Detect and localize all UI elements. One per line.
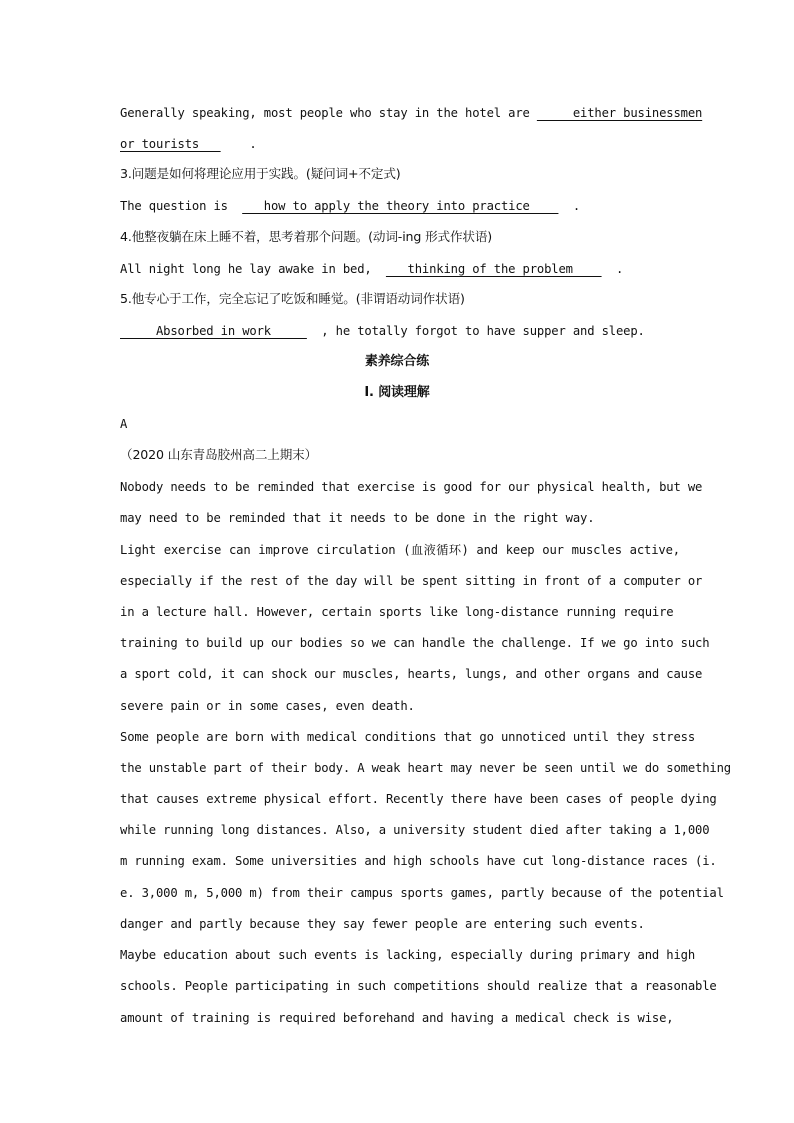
passage-line: the unstable part of their body. A weak heart may never be seen until we do something: [120, 761, 731, 775]
passage-line: that causes extreme physical effort. Recently there have been cases of people dying: [120, 792, 717, 806]
answer-5-blank: Absorbed in work: [120, 324, 307, 338]
answer-3-line: [120, 198, 680, 214]
passage-line: Light exercise can improve circulation (血液循环) and keep our muscles active,: [120, 543, 680, 557]
answer-2-blank-a: either businessmen: [536, 106, 703, 120]
passage-line: amount of training is required beforehand and having a medical check is wise,: [120, 1011, 674, 1025]
passage-line: e. 3,000 m, 5,000 m) from their campus sports games, partly because of the potential: [120, 886, 724, 900]
question-4-chinese: 4.他整夜躺在床上睡不着，思考着那个问题。(动词-ing 形式作状语): [120, 229, 493, 244]
answer-4-end: .: [601, 262, 624, 276]
passage-source: （2020 山东青岛胶州高二上期末）: [120, 447, 318, 462]
passage-line: schools. People participating in such competitions should realize that a reasonable: [120, 979, 717, 993]
passage-line: severe pain or in some cases, even death.: [120, 699, 415, 713]
answer-4-line: [120, 261, 680, 277]
answer-5-rest: , he totally forgot to have supper and sleep.: [306, 324, 645, 338]
answer-3-end: .: [558, 199, 580, 213]
answer-5-line: [120, 323, 680, 339]
answer-4-blank: thinking of the problem: [385, 262, 602, 276]
passage-line: especially if the rest of the day will be spent sitting in front of a computer or: [120, 574, 703, 588]
answer-2-line-2: [120, 136, 680, 152]
section-title: 素养综合练: [364, 354, 430, 369]
passage-line: while running long distances. Also, a university student died after taking a 1,000: [120, 823, 710, 837]
answer-3-blank: how to apply the theory into practice: [242, 199, 559, 213]
passage-line: training to build up our bodies so we can handle the challenge. If we go into such: [120, 636, 710, 650]
passage-label: A: [120, 417, 128, 431]
answer-2-line-1: [120, 105, 703, 121]
passage-line: danger and partly because they say fewer people are entering such events.: [120, 917, 645, 931]
passage-line: a sport cold, it can shock our muscles, hearts, lungs, and other organs and cause: [120, 667, 703, 681]
passage-line: may need to be reminded that it needs to be done in the right way.: [120, 511, 595, 525]
passage-line: Nobody needs to be reminded that exercise is good for our physical health, but we: [120, 480, 703, 494]
question-3-chinese: 3.问题是如何将理论应用于实践。(疑问词+不定式): [120, 166, 401, 181]
passage-line: m running exam. Some universities and high schools have cut long-distance races (i.: [120, 854, 717, 868]
answer-2-prefix: Generally speaking, most people who stay in the hotel are: [120, 106, 537, 120]
answer-2-blank-b: or tourists: [120, 137, 221, 151]
passage-line: Maybe education about such events is lacking, especially during primary and high: [120, 948, 695, 962]
passage-line: in a lecture hall. However, certain sports like long-distance running require: [120, 605, 674, 619]
section-subtitle: Ⅰ. 阅读理解: [364, 385, 430, 400]
answer-2-end: .: [220, 137, 257, 151]
answer-4-prefix: All night long he lay awake in bed,: [120, 262, 386, 276]
answer-3-prefix: The question is: [120, 199, 243, 213]
passage-line: Some people are born with medical conditions that go unnoticed until they stress: [120, 730, 695, 744]
question-5-chinese: 5.他专心于工作，完全忘记了吃饭和睡觉。(非谓语动词作状语): [120, 291, 465, 306]
